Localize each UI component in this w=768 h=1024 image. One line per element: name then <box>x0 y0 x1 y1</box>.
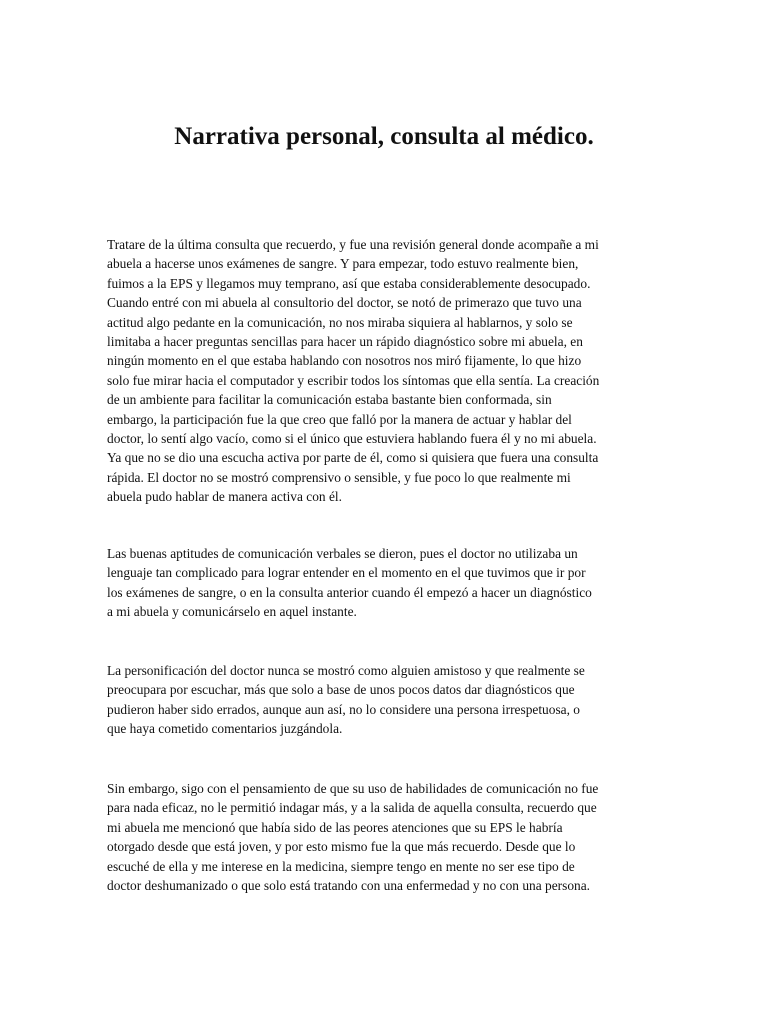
paragraph-line: fuimos a la EPS y llegamos muy temprano, así que estaba considerablemente desocupado. <box>107 275 591 291</box>
paragraph-line: La personificación del doctor nunca se mostró como alguien amistoso y que realmente se <box>107 663 585 678</box>
paragraph-line: doctor deshumanizado o que solo está tratando con una enfermedad y no con una persona. <box>107 878 591 894</box>
paragraph-1 <box>107 235 665 507</box>
paragraph-line: otorgado desde que está joven, y por esto mismo fue la que más recuerdo. Desde que lo <box>107 839 576 855</box>
paragraph-line: para nada eficaz, no le permitió indagar más, y a la salida de aquella consulta, recuerdo que <box>107 800 597 816</box>
paragraph-line: los exámenes de sangre, o en la consulta anterior cuando él empezó a hacer un diagnóstico <box>107 584 592 600</box>
paragraph-line: lenguaje tan complicado para lograr entender en el momento en el que tuvimos que ir por <box>107 565 586 581</box>
paragraph-line: mi abuela me mencionó que había sido de las peores atenciones que su EPS le habría <box>107 819 563 835</box>
paragraph-line: a mi abuela y comunicárselo en aquel instante. <box>107 604 357 620</box>
paragraph-line: actitud algo pedante en la comunicación, no nos miraba siquiera al hablarnos, y solo se <box>107 314 573 330</box>
paragraph-line: rápida. El doctor no se mostró comprensivo o sensible, y fue poco lo que realmente mi <box>107 469 571 485</box>
paragraph-3 <box>107 661 665 739</box>
paragraph-2 <box>107 544 665 622</box>
document-title: Narrativa personal, consulta al médico. <box>174 123 594 150</box>
paragraph-line: Cuando entré con mi abuela al consultorio del doctor, se notó de primerazo que tuvo una <box>107 295 582 311</box>
paragraph-line: de un ambiente para facilitar la comunicación estaba bastante bien conformada, sin <box>107 392 552 408</box>
paragraph-line: Las buenas aptitudes de comunicación verbales se dieron, pues el doctor no utilizaba un <box>107 546 578 561</box>
paragraph-line: doctor, lo sentí algo vacío, como si el único que estuviera hablando fuera él y no mi abuela. <box>107 431 597 447</box>
paragraph-line: Ya que no se dio una escucha activa por parte de él, como si quisiera que fuera una consulta <box>107 450 599 466</box>
paragraph-line: pudieron haber sido errados, aunque aun así, no lo considere una persona irrespetuosa, o <box>107 701 580 717</box>
paragraph-line: preocupara por escuchar, más que solo a base de unos pocos datos dar diagnósticos que <box>107 682 575 698</box>
paragraph-line: abuela a hacerse unos exámenes de sangre. Y para empezar, todo estuvo realmente bien, <box>107 256 579 272</box>
paragraph-line: limitaba a hacer preguntas sencillas para hacer un rápido diagnóstico sobre mi abuela, en <box>107 334 583 350</box>
paragraph-line: que haya cometido comentarios juzgándola. <box>107 721 343 737</box>
paragraph-line: escuché de ella y me interese en la medicina, siempre tengo en mente no ser ese tipo de <box>107 858 575 874</box>
paragraph-line: embargo, la participación fue la que creo que falló por la manera de actuar y hablar del <box>107 411 572 427</box>
paragraph-line: abuela pudo hablar de manera activa con él. <box>107 489 342 505</box>
paragraph-line: ningún momento en el que estaba hablando con nosotros nos miró fijamente, lo que hizo <box>107 353 582 369</box>
paragraph-line: Sin embargo, sigo con el pensamiento de que su uso de habilidades de comunicación no fue <box>107 781 599 796</box>
paragraph-line: Tratare de la última consulta que recuerdo, y fue una revisión general donde acompañe a mi <box>107 237 599 252</box>
paragraph-line: solo fue mirar hacia el computador y escribir todos los síntomas que ella sentía. La creación <box>107 372 600 388</box>
paragraph-4 <box>107 779 665 895</box>
